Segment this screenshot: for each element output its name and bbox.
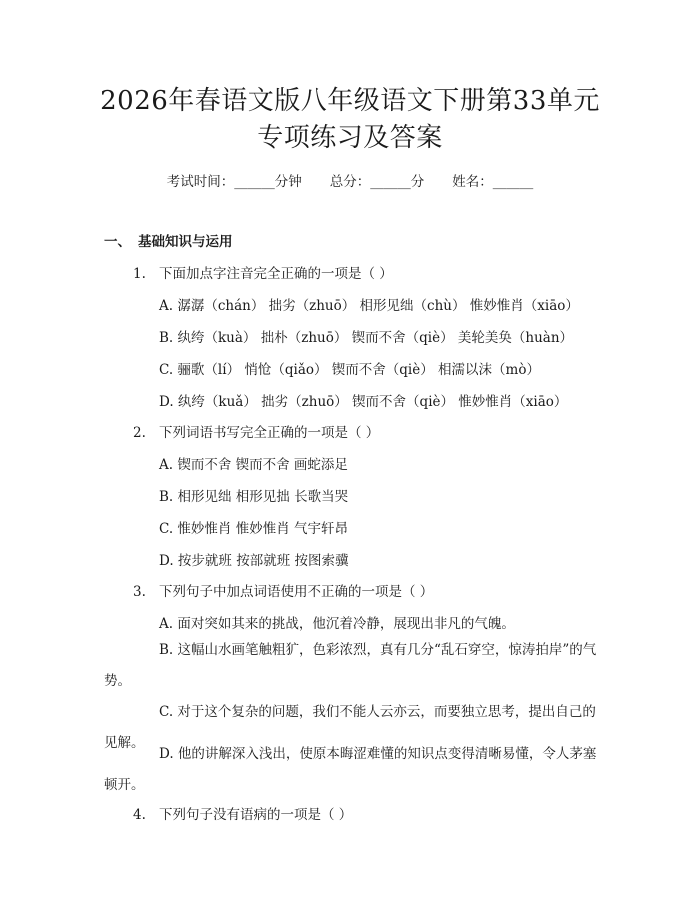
q1-option-d: D. 纨绔（kuǎ） 拙劣（zhuō） 锲而不舍（qiè） 惟妙惟肖（xiāo）	[159, 394, 568, 410]
page-title-line2: 专项练习及答案	[257, 123, 443, 153]
question-1	[133, 262, 393, 282]
question-number: 1.	[133, 266, 146, 282]
q3-option-d: D. 他的讲解深入浅出，使原本晦涩难懂的知识点变得清晰易懂，令人茅塞顿开。	[104, 746, 597, 793]
q1-option-c: C. 骊歌（lí） 悄怆（qiǎo） 锲而不舍（qiè） 相濡以沫（mò）	[159, 362, 540, 378]
q3-option-b: B. 这幅山水画笔触粗犷，色彩浓烈，真有几分“乱石穿空，惊涛拍岸”的气势。	[104, 642, 597, 689]
page-title-line1: 2026年春语文版八年级语文下册第33单元	[100, 86, 600, 116]
question-4	[133, 803, 352, 823]
q2-option-b: B. 相形见绌 相形见拙 长歌当哭	[159, 489, 349, 505]
section-heading	[104, 230, 233, 250]
exam-time: 考试时间：______分钟	[166, 174, 302, 190]
question-2	[133, 421, 379, 441]
question-number: 4.	[133, 807, 146, 823]
q2-option-c: C. 惟妙惟肖 惟妙惟肖 气宇轩昂	[159, 521, 349, 537]
question-number: 3.	[133, 584, 146, 600]
q3-option-c: C. 对于这个复杂的问题，我们不能人云亦云，而要独立思考，提出自己的见解。	[104, 704, 596, 751]
q2-option-a: A. 锲而不舍 锲而不舍 画蛇添足	[159, 457, 348, 473]
question-stem: 下列词语书写完全正确的一项是（ ）	[159, 425, 380, 441]
question-3	[133, 580, 433, 600]
student-name: 姓名：______	[452, 174, 534, 190]
q1-option-a: A. 潺潺（chán） 拙劣（zhuō） 相形见绌（chù） 惟妙惟肖（xiāo）	[159, 298, 579, 314]
question-number: 2.	[133, 425, 146, 441]
exam-score: 总分：______分	[329, 174, 425, 190]
exam-meta	[0, 170, 700, 190]
question-stem: 下面加点字注音完全正确的一项是（ ）	[159, 266, 393, 282]
q2-option-d: D. 按步就班 按部就班 按图索骥	[159, 553, 349, 569]
q1-option-b: B. 纨绔（kuà） 拙朴（zhuō） 锲而不舍（qiè） 美轮美奂（huàn）	[159, 330, 574, 346]
section-number: 一、	[104, 234, 131, 250]
section-title: 基础知识与运用	[138, 234, 233, 250]
question-stem: 下列句子没有语病的一项是（ ）	[159, 807, 353, 823]
question-stem: 下列句子中加点词语使用不正确的一项是（ ）	[159, 584, 434, 600]
q3-option-a: A. 面对突如其来的挑战，他沉着冷静，展现出非凡的气魄。	[159, 616, 515, 632]
